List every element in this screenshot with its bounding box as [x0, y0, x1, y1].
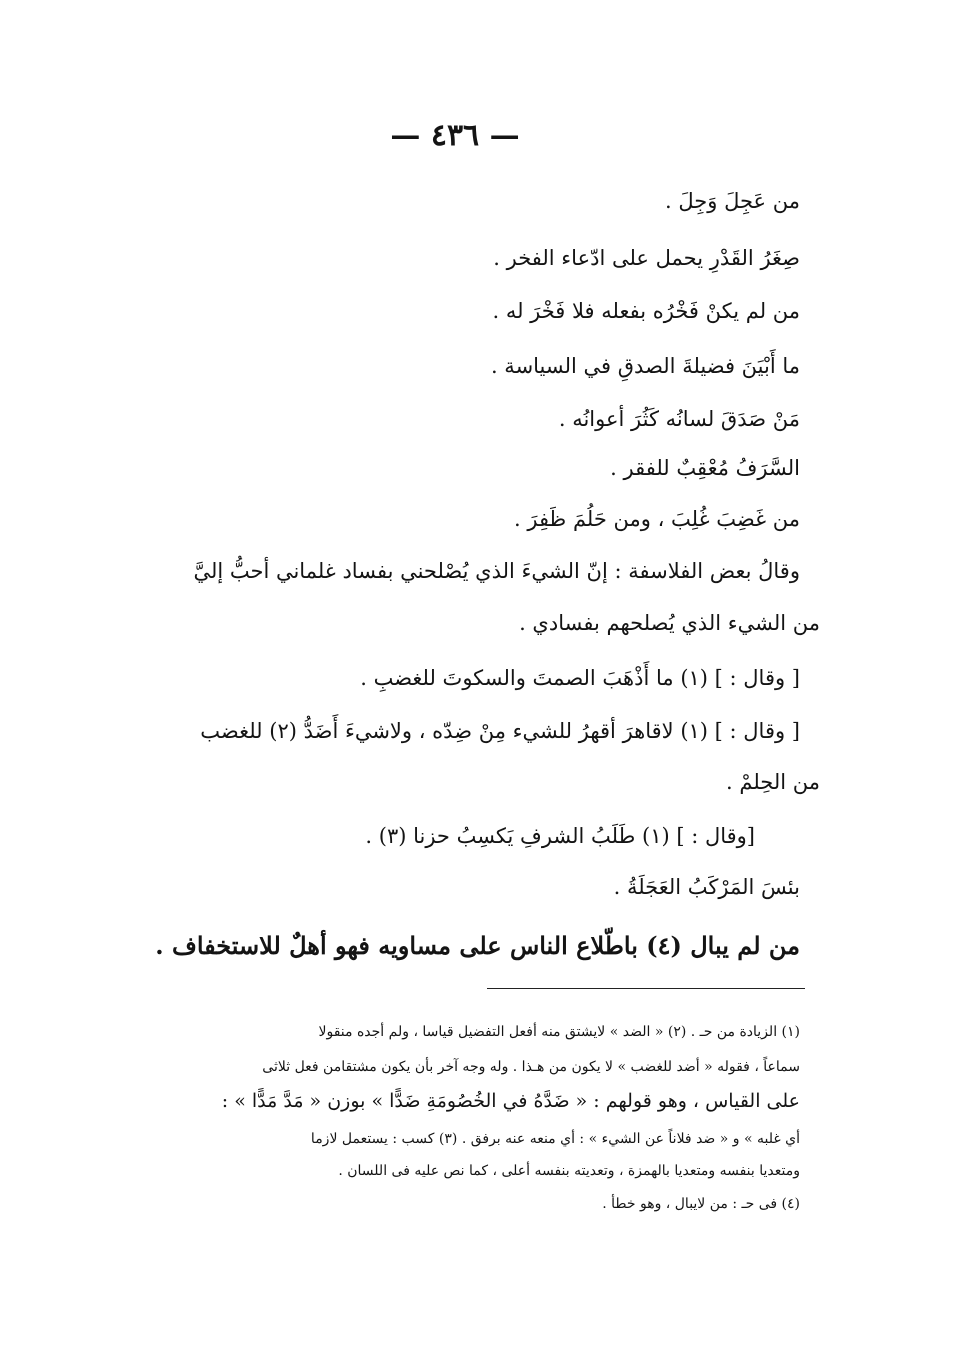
- text-line: ما أَبْيَنَ فضيلةَ الصدقِ في السياسة .: [490, 354, 800, 378]
- text-line: [ وقال : ] (١) لاقاهرَ أقهرُ للشيء مِنْ ضِدّه ، ولاشيءَ أَضَدُّ (٢) للغضب: [200, 719, 800, 743]
- text-line: السَّرَفُ مُعْقِبٌ للفقر .: [610, 456, 800, 480]
- text-line: من لم يكنْ فَخْرُه بفعله فلا فَخْرَ له .: [492, 299, 800, 323]
- text-line: من لم يبال (٤) باطّلاع الناس على مساويه فهو أهلٌ للاستخفاف .: [155, 931, 800, 960]
- text-line: صِغَرُ القَدْرِ يحمل على ادّعاء الفخر .: [493, 246, 800, 270]
- footnote-divider: [487, 988, 805, 989]
- text-line: من غَضِبَ غُلِبَ ، ومن حَلُمَ ظَفِرَ .: [514, 507, 800, 531]
- footnote-line: ومتعديا بنفسه ومتعديا بالهمزة ، وتعديته بنفسه أعلى ، كما نص عليه فى اللسان .: [338, 1163, 800, 1179]
- text-line: [وقال : ] (١) طَلَبُ الشرفِ يَكسِبُ حزنا (٣) .: [365, 824, 755, 848]
- text-line: بئسَ المَرْكَبُ العَجَلَةُ .: [613, 875, 800, 899]
- text-line: وقالُ بعض الفلاسفة : إنّ الشيءَ الذي يُصْلحني بفساد غلماني أحبُّ إليَّ: [193, 559, 800, 583]
- footnote-line: (١) الزيادة من حـ . (٢) « الضد » لايشتق منه أفعل التفضيل قياسا ، ولم أجده منقولا: [318, 1024, 800, 1040]
- footnote-line: أي غلبه » و « ضد فلاناً عن الشيء » : أي منعه عنه برفق . (٣) كسب : يستعمل لازما: [310, 1131, 800, 1147]
- footnote-line: (٤) فى حـ : من لايبال ، وهو خطأ .: [602, 1196, 800, 1212]
- text-line: من الشيء الذي يُصلحهم بفسادي .: [519, 611, 820, 635]
- footnote-line: سماعاً ، فقوله « أضد للغضب » لا يكون من هـذا . وله وجه آخر بأن يكون مشتقامن فعل ثلاثى: [262, 1059, 800, 1075]
- text-line: مَنْ صَدَقَ لسانُه كَثُرَ أعوانُه .: [558, 407, 800, 431]
- text-line: من الحِلمْ .: [726, 770, 820, 794]
- text-line: [ وقال : ] (١) ما أَذْهَبَ الصمتَ والسكوتَ للغضبِ .: [360, 666, 800, 690]
- page-number: — ٤٣٦ —: [390, 118, 520, 153]
- text-line: من عَجِلَ وَجِلَ .: [665, 189, 800, 213]
- footnote-line: على القياس ، وهو قولهم : « ضَدَّهُ في الخُصُومَةِ ضَدًّا » بوزن « مَدَّ مَدًّا » :: [221, 1090, 800, 1112]
